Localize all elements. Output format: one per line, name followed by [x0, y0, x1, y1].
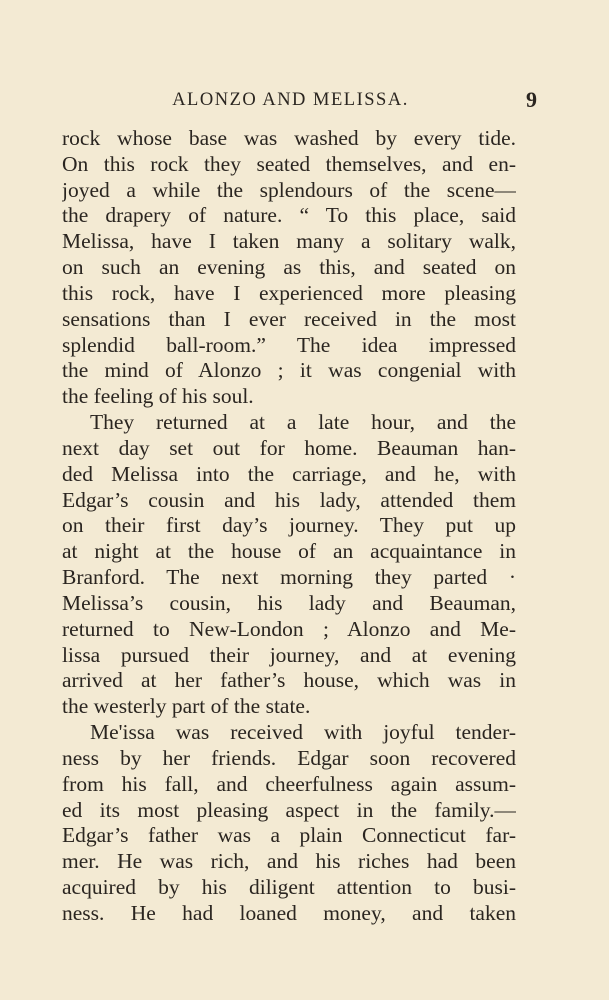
- text-line: ness by her friends. Edgar soon recovered: [62, 745, 516, 770]
- text-line: Me'issa was received with joyful tender-: [90, 720, 516, 745]
- text-line: Melissa, have I taken many a solitary walk,: [62, 229, 516, 254]
- text-line: the feeling of his soul.: [62, 384, 254, 409]
- text-line: mer. He was rich, and his riches had been: [62, 849, 516, 874]
- text-line: on such an evening as this, and seated on: [62, 255, 516, 280]
- text-line: lissa pursued their journey, and at evening: [62, 642, 516, 667]
- running-title: ALONZO AND MELISSA.: [172, 90, 409, 110]
- text-line: the drapery of nature. “ To this place, said: [62, 203, 516, 228]
- text-line: Edgar’s father was a plain Connecticut far-: [62, 823, 516, 848]
- text-line: next day set out for home. Beauman han-: [62, 435, 516, 460]
- text-line: sensations than I ever received in the most: [62, 306, 516, 331]
- text-line: at night at the house of an acquaintance in: [62, 539, 516, 564]
- body-text: [62, 126, 516, 927]
- text-line: ded Melissa into the carriage, and he, with: [62, 461, 516, 486]
- text-line: this rock, have I experienced more pleasing: [62, 280, 516, 305]
- text-line: acquired by his diligent attention to busi-: [62, 875, 516, 900]
- text-line: from his fall, and cheerfulness again assum-: [62, 771, 516, 796]
- text-line: They returned at a late hour, and the: [90, 410, 516, 435]
- text-line: ed its most pleasing aspect in the family.—: [62, 797, 516, 822]
- text-line: On this rock they seated themselves, and en-: [62, 151, 516, 176]
- text-line: arrived at her father’s house, which was in: [62, 668, 516, 693]
- text-line: ness. He had loaned money, and taken: [62, 900, 516, 925]
- text-line: splendid ball-room.” The idea impressed: [62, 332, 516, 357]
- text-line: the mind of Alonzo ; it was congenial with: [62, 358, 516, 383]
- text-line: joyed a while the splendours of the scene—: [62, 177, 516, 202]
- page-header: [62, 85, 537, 115]
- text-line: Melissa’s cousin, his lady and Beauman,: [62, 590, 516, 615]
- text-line: the westerly part of the state.: [62, 694, 311, 719]
- text-line: on their first day’s journey. They put up: [62, 513, 516, 538]
- text-line: Branford. The next morning they parted ·: [62, 565, 516, 590]
- text-line: returned to New-London ; Alonzo and Me-: [62, 616, 516, 641]
- text-line: rock whose base was washed by every tide.: [62, 126, 516, 150]
- text-line: Edgar’s cousin and his lady, attended them: [62, 487, 516, 512]
- page-number: 9: [526, 87, 537, 112]
